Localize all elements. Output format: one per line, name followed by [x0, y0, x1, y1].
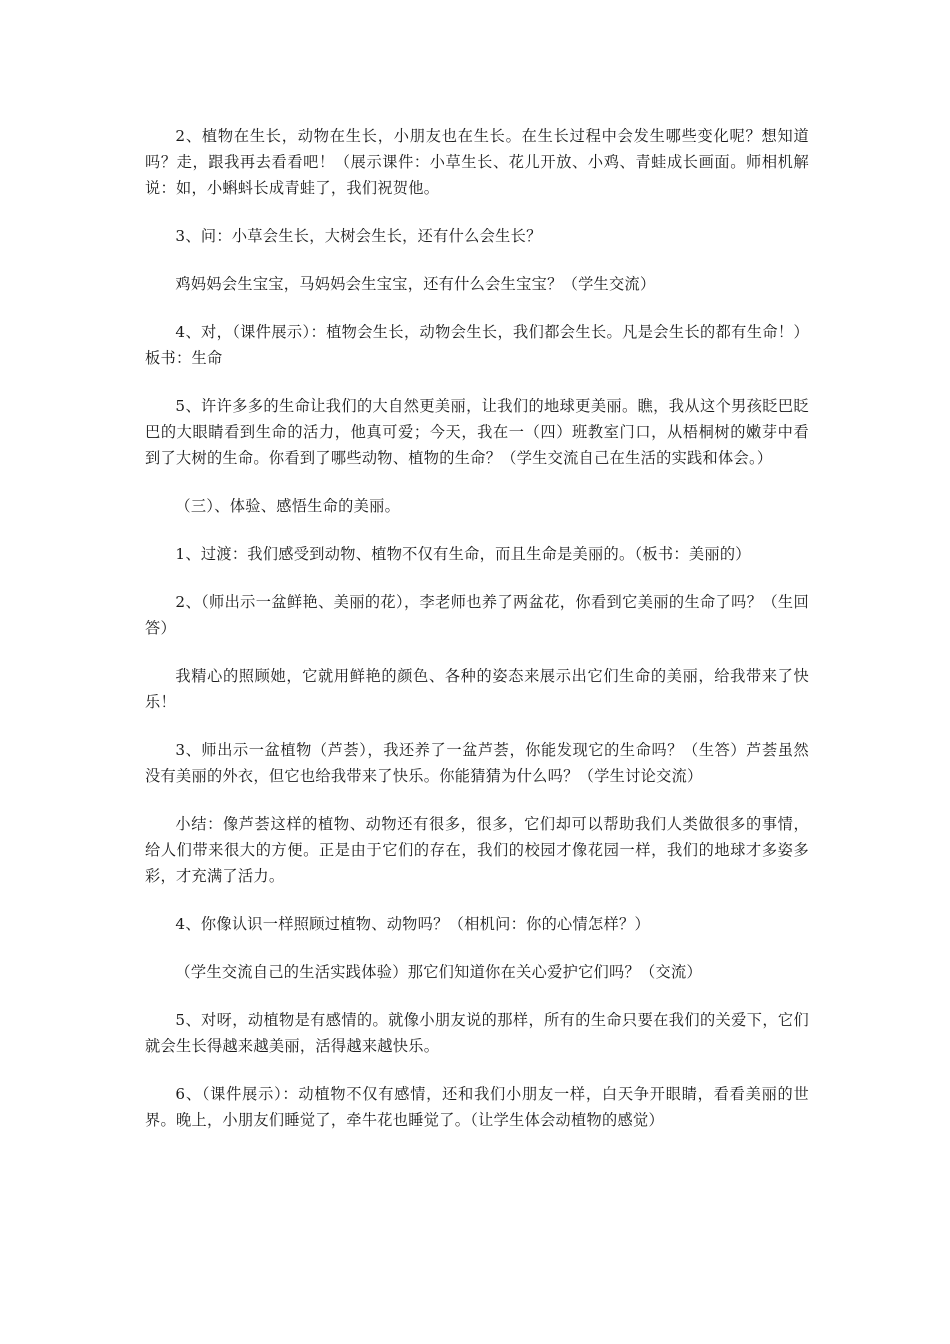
document-body — [145, 123, 809, 1155]
paragraph-many-lives: 5、许许多多的生命让我们的大自然更美丽，让我们的地球更美丽。瞧，我从这个男孩眨巴眨巴的大眼睛看到生命的活力，他真可爱；今天，我在一（四）班教室门口，从梧桐树的嫩芽中看到了大树的生命。你看到了哪些动物、植物的生命？（学生交流自己在生活的实践和体会。） — [145, 397, 809, 467]
section-heading-beauty-of-life: （三）、体验、感悟生命的美丽。 — [175, 497, 401, 515]
paragraph-feelings: 5、对呀，动植物是有感情的。就像小朋友说的那样，所有的生命只要在我们的关爱下，它们就会生长得越来越美丽，活得越来越快乐。 — [145, 1011, 809, 1055]
paragraph-courseware-display: 6、（课件展示）：动植物不仅有感情，还和我们小朋友一样，白天争开眼睛，看看美丽的世界。晚上，小朋友们睡觉了，牵牛花也睡觉了。（让学生体会动植物的感觉） — [145, 1085, 809, 1129]
paragraph-growth-changes: 2、植物在生长，动物在生长，小朋友也在生长。在生长过程中会发生哪些变化呢？想知道吗？走，跟我再去看看吧！（展示课件：小草生长、花儿开放、小鸡、青蛙成长画面。师相机解说：如，小蝌蚪长成青蛙了，我们祝贺他。 — [145, 127, 809, 197]
paragraph-life-board: 4、对，（课件展示）：植物会生长，动物会生长，我们都会生长。凡是会生长的都有生命！）板书：生命 — [145, 323, 809, 367]
paragraph-babies: 鸡妈妈会生宝宝，马妈妈会生宝宝，还有什么会生宝宝？（学生交流） — [175, 275, 656, 293]
paragraph-aloe: 3、师出示一盆植物（芦荟），我还养了一盆芦荟，你能发现它的生命吗？（生答）芦荟虽然没有美丽的外衣，但它也给我带来了快乐。你能猜猜为什么吗？（学生讨论交流） — [145, 741, 809, 785]
paragraph-caring-question: 4、你像认识一样照顾过植物、动物吗？（相机问：你的心情怎样？） — [175, 915, 650, 933]
paragraph-flowers: 2、（师出示一盆鲜艳、美丽的花），李老师也养了两盆花，你看到它美丽的生命了吗？（生回答） — [145, 593, 809, 637]
paragraph-care: 我精心的照顾她，它就用鲜艳的颜色、各种的姿态来展示出它们生命的美丽，给我带来了快乐！ — [145, 667, 809, 711]
paragraph-transition: 1、过渡：我们感受到动物、植物不仅有生命，而且生命是美丽的。（板书：美丽的） — [175, 545, 751, 563]
paragraph-question-growth: 3、问：小草会生长，大树会生长，还有什么会生长？ — [175, 227, 542, 245]
paragraph-summary: 小结：像芦荟这样的植物、动物还有很多，很多，它们却可以帮助我们人类做很多的事情，给人们带来很大的方便。正是由于它们的存在，我们的校园才像花园一样，我们的地球才多姿多彩，才充满了活力。 — [145, 815, 809, 885]
paragraph-student-exchange: （学生交流自己的生活实践体验）那它们知道你在关心爱护它们吗？（交流） — [175, 963, 702, 981]
